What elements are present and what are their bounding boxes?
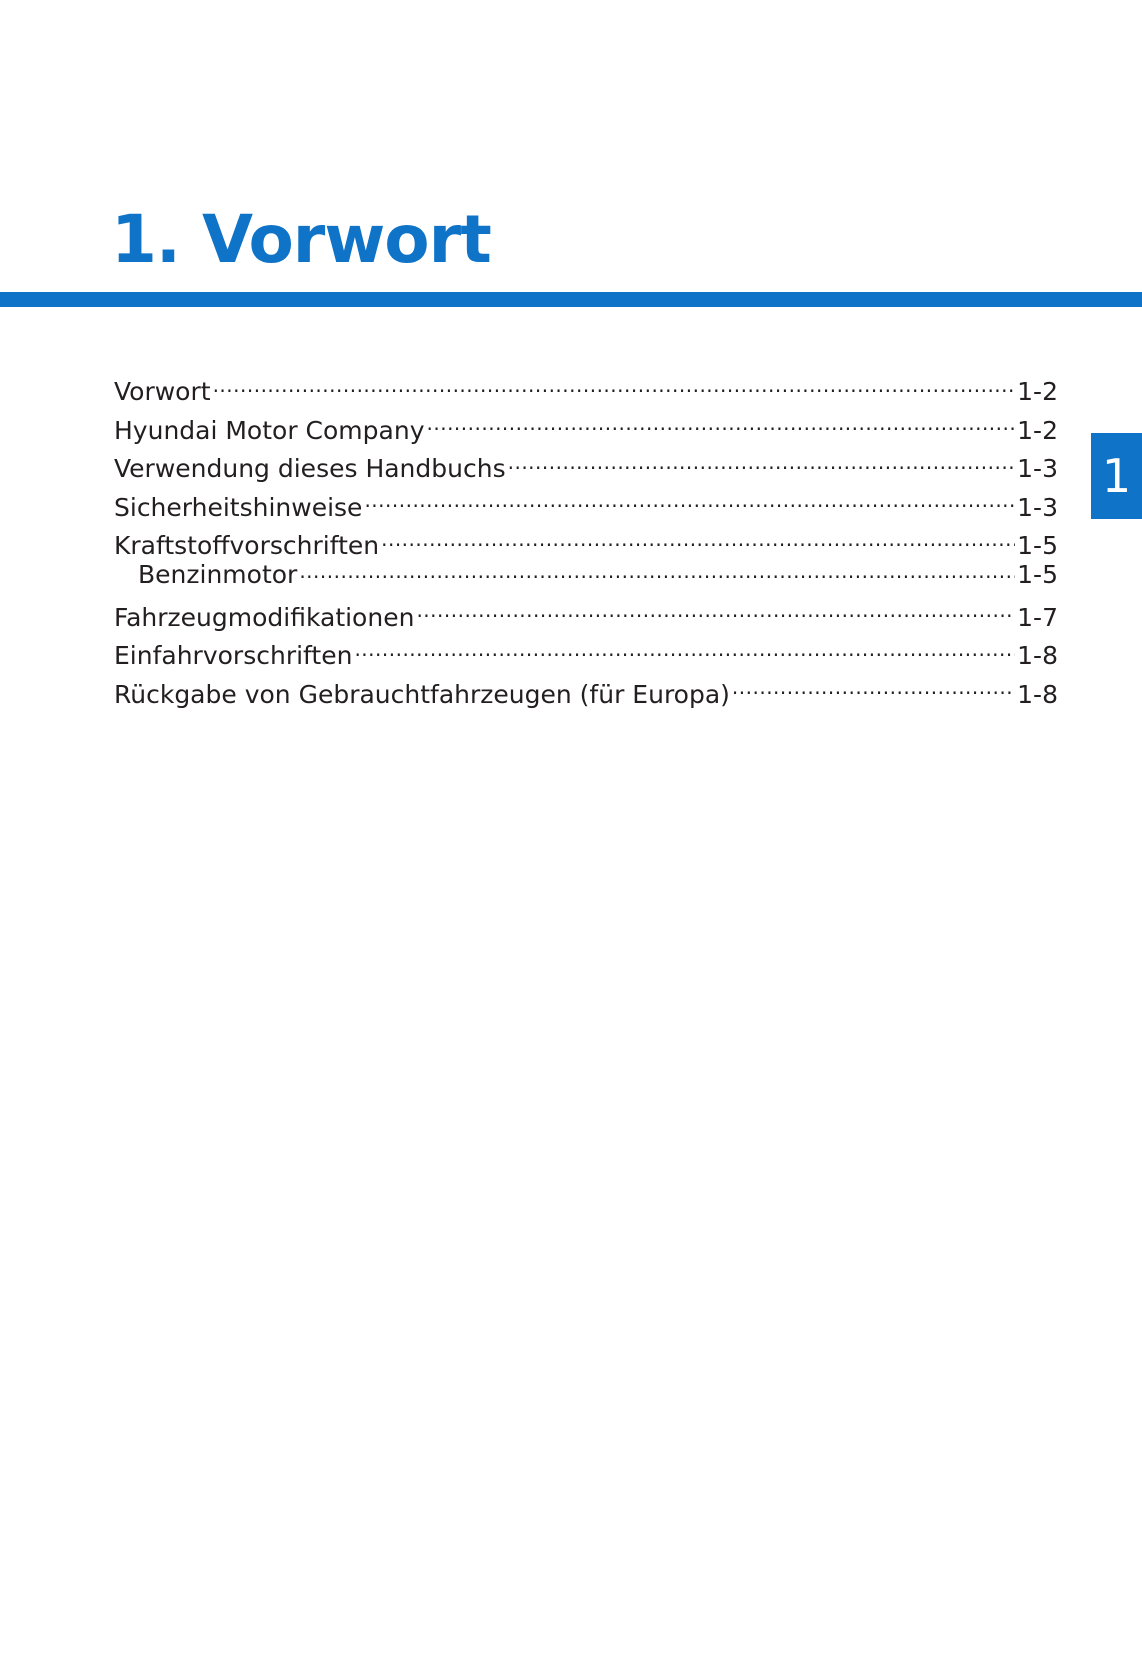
- chapter-tab[interactable]: [1091, 433, 1142, 519]
- table-of-contents: [114, 373, 1058, 714]
- toc-item-label: Fahrzeugmodifikationen: [114, 602, 415, 632]
- toc-item-label: Verwendung dieses Handbuchs: [114, 454, 506, 483]
- toc-item-page: 1-2: [1017, 415, 1058, 445]
- toc-item-page: 1-7: [1017, 602, 1058, 632]
- toc-item-page: 1-8: [1017, 641, 1058, 670]
- dot-leader: [427, 414, 1016, 439]
- dot-leader: [364, 491, 1015, 516]
- toc-item-label: Rückgabe von Gebrauchtfahrzeugen (für Europa): [114, 679, 730, 709]
- chapter-title: 1. Vorwort: [111, 201, 491, 278]
- toc-item-sicherheitshinweise[interactable]: [114, 489, 1058, 528]
- dot-leader: [381, 529, 1015, 554]
- toc-item-hyundai-motor-company[interactable]: [114, 412, 1058, 451]
- toc-item-label: Benzinmotor: [138, 559, 298, 589]
- toc-item-page: 1-8: [1017, 679, 1058, 709]
- toc-item-verwendung-dieses-handbuchs[interactable]: [114, 450, 1058, 489]
- toc-item-page: 1-3: [1017, 492, 1058, 522]
- toc-item-label: Sicherheitshinweise: [114, 492, 363, 522]
- toc-item-page: 1-2: [1017, 377, 1058, 406]
- toc-item-page: 1-5: [1017, 531, 1058, 560]
- dot-leader: [354, 639, 1015, 664]
- dot-leader: [213, 375, 1016, 400]
- dot-leader: [299, 558, 1015, 583]
- dot-leader: [508, 452, 1016, 477]
- toc-item-einfahrvorschriften[interactable]: [114, 637, 1058, 676]
- title-rule: [0, 292, 1142, 307]
- toc-item-vorwort[interactable]: [114, 373, 1058, 412]
- chapter-tab-number: 1: [1101, 449, 1132, 503]
- toc-item-fahrzeugmodifikationen[interactable]: [114, 599, 1058, 638]
- toc-item-label: Hyundai Motor Company: [114, 415, 425, 445]
- toc-item-page: 1-5: [1017, 559, 1058, 589]
- toc-item-page: 1-3: [1017, 454, 1058, 483]
- dot-leader: [732, 678, 1015, 703]
- toc-item-benzinmotor[interactable]: [114, 558, 1058, 589]
- toc-item-label: Kraftstoffvorschriften: [114, 531, 380, 560]
- toc-item-rueckgabe-gebrauchtfahrzeuge[interactable]: [114, 676, 1058, 715]
- dot-leader: [416, 601, 1015, 626]
- toc-item-label: Vorwort: [114, 377, 211, 406]
- toc-item-label: Einfahrvorschriften: [114, 641, 353, 670]
